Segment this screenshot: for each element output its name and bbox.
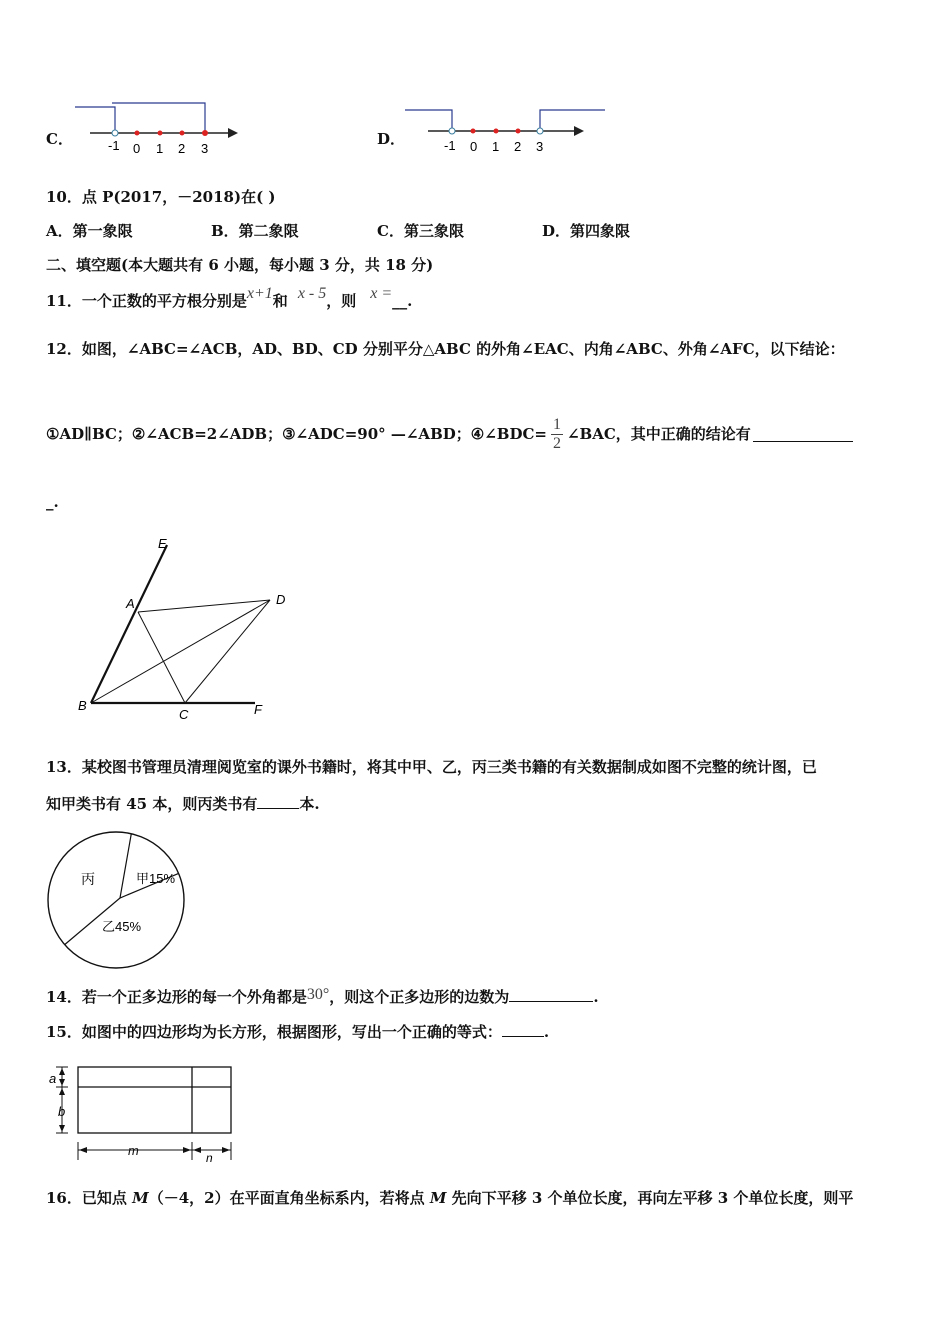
q12-fraction bbox=[551, 416, 563, 453]
fraction-denominator: 2 bbox=[552, 434, 561, 452]
option-c-label: C． bbox=[46, 130, 73, 148]
q12-tail: _. bbox=[46, 493, 59, 511]
number-line-d bbox=[400, 100, 610, 160]
question-12: 12．如图，∠ABC=∠ACB，AD、BD、CD 分别平分△ABC 的外角∠EAC、内角∠ABC、外角∠AFC，以下结论： bbox=[46, 340, 845, 358]
tick-label: 3 bbox=[201, 141, 209, 156]
q11-prefix: 11．一个正数的平方根分别是 bbox=[46, 292, 247, 310]
point-label: A bbox=[126, 596, 135, 611]
q11-and: 和 bbox=[272, 292, 288, 310]
dim-label-n: n bbox=[206, 1151, 213, 1165]
number-line-c bbox=[70, 100, 245, 160]
point-label: B bbox=[78, 698, 87, 713]
q14-angle: 30° bbox=[306, 986, 330, 1003]
answer-blank[interactable] bbox=[753, 426, 853, 442]
question-15 bbox=[46, 1021, 549, 1042]
rectangle-figure bbox=[44, 1060, 239, 1165]
q11-then: ，则 bbox=[326, 292, 357, 310]
q12-conclusions bbox=[46, 408, 853, 460]
question-11 bbox=[46, 285, 413, 312]
q11-expr2: x - 5 bbox=[297, 285, 327, 302]
tick-label: 3 bbox=[536, 139, 544, 154]
q13-line2b: 本. bbox=[299, 795, 320, 813]
angle-bisector-figure bbox=[70, 530, 300, 725]
q15-end: . bbox=[543, 1023, 550, 1041]
question-13-line1: 13．某校图书管理员清理阅览室的课外书籍时，将其中甲、乙，丙三类书籍的有关数据制成如图不完整的统计图，已 bbox=[46, 758, 817, 776]
tick-label: -1 bbox=[444, 138, 456, 153]
fraction-numerator: 1 bbox=[552, 415, 561, 433]
q11-expr1: x+1 bbox=[246, 285, 273, 302]
q13-line2a: 知甲类书有 45 本，则丙类书有 bbox=[46, 795, 258, 813]
dim-label-a: a bbox=[49, 1071, 57, 1086]
q10-option-b: B．第二象限 bbox=[211, 222, 299, 240]
q10-option-d: D．第四象限 bbox=[542, 222, 631, 240]
dim-label-b: b bbox=[58, 1104, 66, 1119]
point-label: E bbox=[158, 536, 167, 551]
q12-conclusions-a: ①AD∥BC；②∠ACB=2∠ADB；③∠ADC=90° —∠ABD；④∠BDC= bbox=[46, 425, 547, 443]
tick-label: 2 bbox=[514, 139, 522, 154]
tick-label: 0 bbox=[470, 139, 478, 154]
q16-text-c: 先向下平移 3 个单位长度，再向左平移 3 个单位长度，则平 bbox=[446, 1189, 854, 1207]
option-d-label: D． bbox=[377, 130, 406, 148]
question-14 bbox=[46, 986, 599, 1008]
pie-chart bbox=[44, 828, 189, 973]
tick-label: -1 bbox=[108, 138, 120, 153]
tick-label: 2 bbox=[178, 141, 186, 156]
q10-option-c: C．第三象限 bbox=[377, 222, 464, 240]
question-16 bbox=[46, 1188, 853, 1208]
tick-label: 1 bbox=[156, 141, 164, 156]
pie-label-jia: 甲15% bbox=[136, 871, 176, 886]
section-heading: 二、填空题(本大题共有 6 小题，每小题 3 分，共 18 分) bbox=[46, 256, 434, 274]
pie-label-bing: 丙 bbox=[81, 871, 95, 887]
q14-end: . bbox=[593, 988, 599, 1006]
q16-text-b: （－4，2）在平面直角坐标系内，若将点 bbox=[148, 1189, 430, 1207]
question-10: 10．点 P(2017，－2018)在( ) bbox=[46, 188, 276, 206]
q15-text: 15．如图中的四边形均为长方形，根据图形，写出一个正确的等式： bbox=[46, 1023, 502, 1041]
q16-text-a: 16．已知点 bbox=[46, 1189, 133, 1207]
q11-expr3: x = bbox=[370, 285, 393, 302]
pie-label-yi: 乙45% bbox=[102, 919, 142, 934]
point-label: D bbox=[276, 592, 286, 607]
q12-conclusions-b: ∠BAC，其中正确的结论有 bbox=[566, 425, 751, 443]
q14-suffix: ，则这个正多边形的边数为 bbox=[329, 988, 510, 1006]
q16-point-m: M bbox=[429, 1189, 447, 1207]
point-label: C bbox=[179, 707, 189, 722]
q10-option-a: A．第一象限 bbox=[46, 222, 133, 240]
answer-blank[interactable] bbox=[502, 1021, 544, 1037]
tick-label: 1 bbox=[492, 139, 500, 154]
point-label: F bbox=[254, 702, 262, 717]
tick-label: 0 bbox=[133, 141, 141, 156]
dim-label-m: m bbox=[128, 1143, 139, 1158]
q14-prefix: 14．若一个正多边形的每一个外角都是 bbox=[46, 988, 307, 1006]
answer-blank[interactable] bbox=[509, 986, 593, 1002]
q11-suffix: __. bbox=[392, 292, 413, 310]
question-13-line2 bbox=[46, 793, 320, 814]
q16-point-m: M bbox=[132, 1189, 149, 1207]
answer-blank[interactable] bbox=[257, 793, 299, 809]
